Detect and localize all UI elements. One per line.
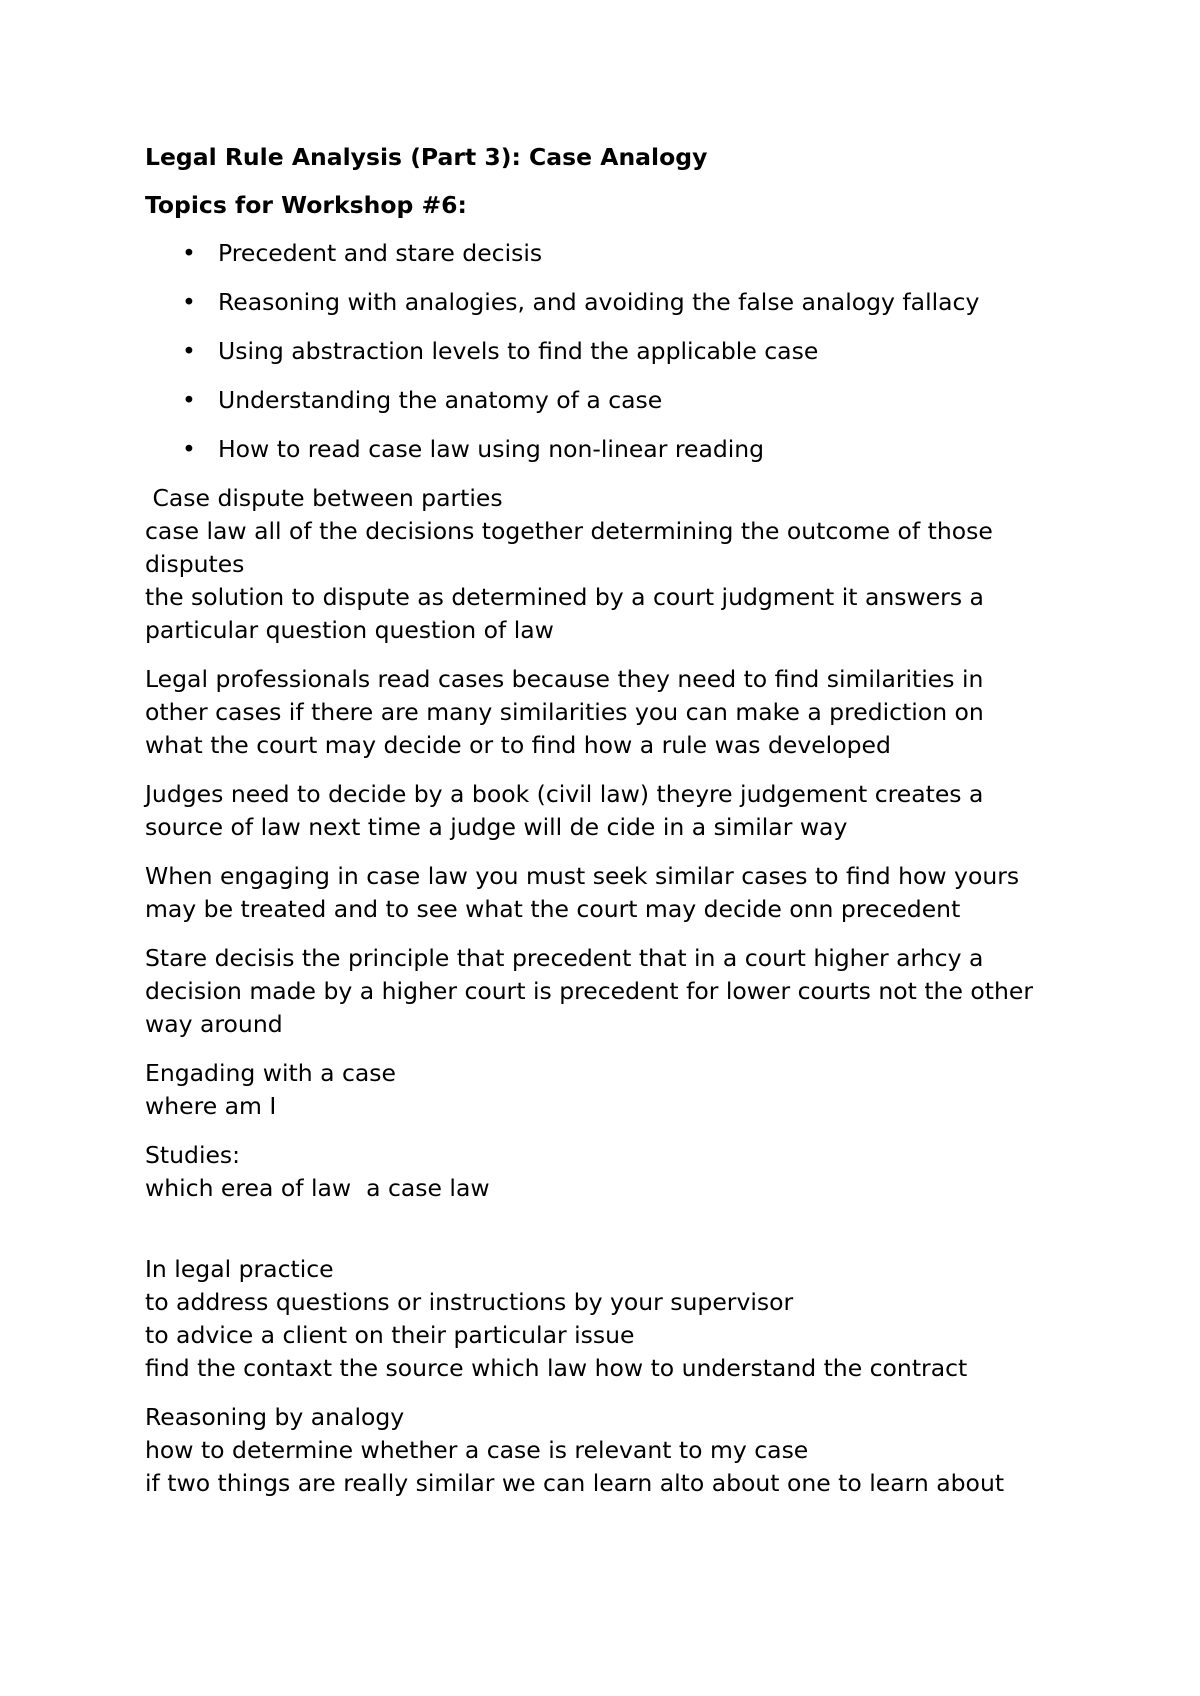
text-line: In legal practice bbox=[145, 1255, 334, 1283]
paragraph-judges bbox=[145, 778, 1095, 844]
workshop-subtitle: Topics for Workshop #6: bbox=[145, 191, 467, 219]
topic-text: How to read case law using non-linear reading bbox=[218, 435, 765, 463]
paragraph-stare-decisis bbox=[145, 942, 1095, 1041]
bullet-icon: • bbox=[182, 239, 196, 267]
text-line: case law all of the decisions together determining the outcome of those bbox=[145, 517, 993, 545]
bullet-icon: • bbox=[182, 337, 196, 365]
text-line: find the contaxt the source which law how to understand the contract bbox=[145, 1354, 968, 1382]
text-line: When engaging in case law you must seek similar cases to find how yours bbox=[145, 862, 1020, 890]
topics-list bbox=[145, 237, 1095, 466]
bullet-icon: • bbox=[182, 386, 196, 414]
bullet-icon: • bbox=[182, 288, 196, 316]
paragraph-studies bbox=[145, 1139, 1095, 1205]
text-line: Legal professionals read cases because they need to find similarities in bbox=[145, 665, 984, 693]
paragraph-legal-professionals bbox=[145, 663, 1095, 762]
document-page bbox=[145, 141, 1095, 1516]
text-line: particular question question of law bbox=[145, 616, 554, 644]
list-item bbox=[145, 384, 1095, 417]
topic-text: Reasoning with analogies, and avoiding the false analogy fallacy bbox=[218, 288, 980, 316]
list-item bbox=[145, 286, 1095, 319]
text-line: where am I bbox=[145, 1092, 277, 1120]
text-line: Stare decisis the principle that precedent that in a court higher arhcy a bbox=[145, 944, 984, 972]
list-item bbox=[145, 433, 1095, 466]
paragraph-engaging-case-law bbox=[145, 860, 1095, 926]
paragraph-case-definition bbox=[145, 482, 1095, 647]
paragraph-legal-practice bbox=[145, 1253, 1095, 1385]
text-line: decision made by a higher court is precedent for lower courts not the other bbox=[145, 977, 1033, 1005]
text-line: the solution to dispute as determined by a court judgment it answers a bbox=[145, 583, 984, 611]
text-line: which erea of law a case law bbox=[145, 1174, 490, 1202]
text-line: to advice a client on their particular issue bbox=[145, 1321, 635, 1349]
bullet-icon: • bbox=[182, 435, 196, 463]
text-line: source of law next time a judge will de cide in a similar way bbox=[145, 813, 848, 841]
document-title: Legal Rule Analysis (Part 3): Case Analogy bbox=[145, 143, 708, 171]
text-line: way around bbox=[145, 1010, 283, 1038]
text-line: how to determine whether a case is relevant to my case bbox=[145, 1436, 809, 1464]
text-line: Judges need to decide by a book (civil law) theyre judgement creates a bbox=[145, 780, 984, 808]
text-line: if two things are really similar we can learn alto about one to learn about bbox=[145, 1469, 1005, 1497]
text-line: what the court may decide or to find how a rule was developed bbox=[145, 731, 891, 759]
paragraph-engading bbox=[145, 1057, 1095, 1123]
text-line: Studies: bbox=[145, 1141, 241, 1169]
list-item bbox=[145, 335, 1095, 368]
text-line: disputes bbox=[145, 550, 245, 578]
text-line: other cases if there are many similarities you can make a prediction on bbox=[145, 698, 984, 726]
text-line: Reasoning by analogy bbox=[145, 1403, 405, 1431]
text-line: may be treated and to see what the court may decide onn precedent bbox=[145, 895, 961, 923]
paragraph-reasoning-by-analogy bbox=[145, 1401, 1095, 1500]
topic-text: Using abstraction levels to find the applicable case bbox=[218, 337, 819, 365]
text-line: Engading with a case bbox=[145, 1059, 397, 1087]
list-item bbox=[145, 237, 1095, 270]
topic-text: Precedent and stare decisis bbox=[218, 239, 543, 267]
topic-text: Understanding the anatomy of a case bbox=[218, 386, 663, 414]
text-line: to address questions or instructions by your supervisor bbox=[145, 1288, 794, 1316]
text-line: Case dispute between parties bbox=[145, 484, 503, 512]
